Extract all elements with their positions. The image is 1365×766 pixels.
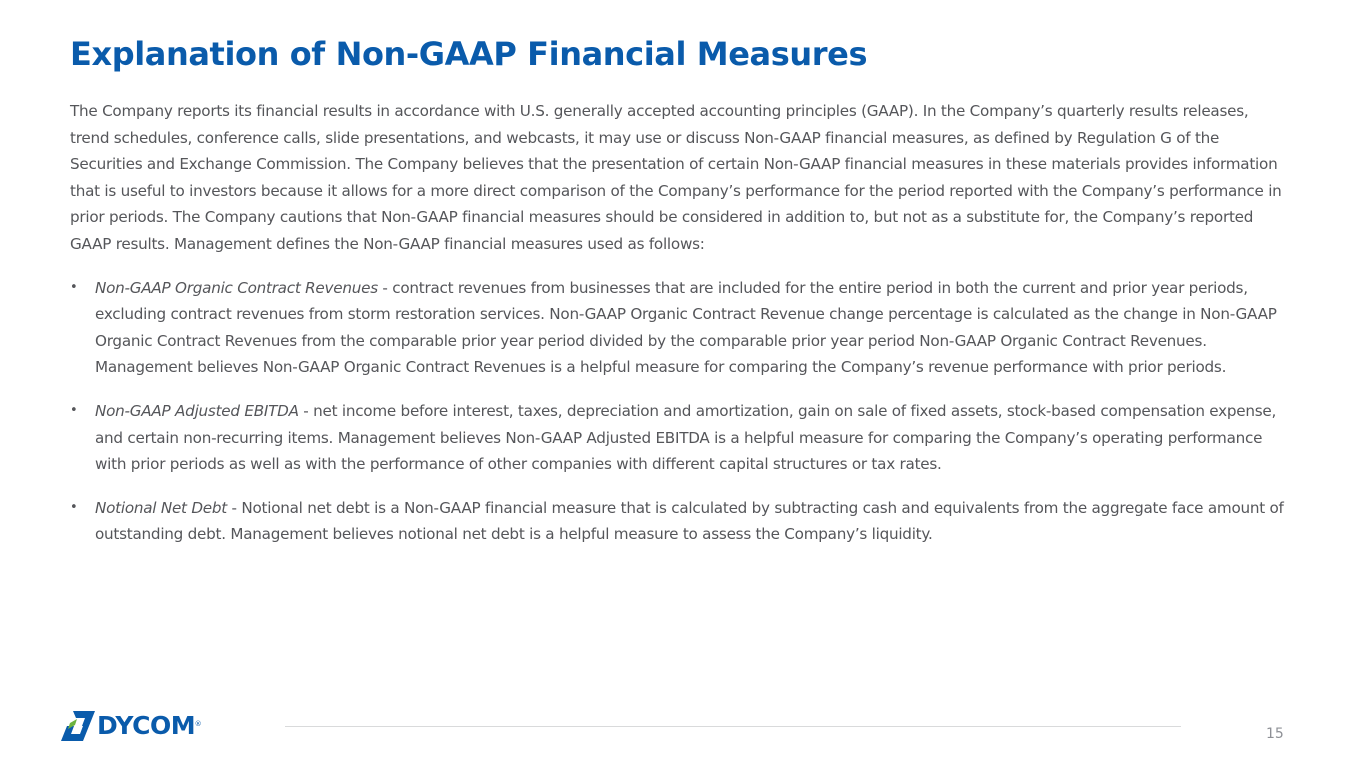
dycom-logo-mark-icon [61,710,95,742]
page-number: 15 [1266,726,1284,742]
bullet-marker: • [70,499,78,515]
intro-paragraph: The Company reports its financial results in accordance with U.S. generally accepted accounting principles (GAAP). In the Company’s quarterly results releases, trend schedules, conference calls, slide presentations, and webcasts, it may use or discuss Non-GAAP financial measures, as defined by Regulation G of the Securities and Exchange Commission. The Company believes that the presentation of certain Non-GAAP financial measures in these materials provides information that is useful to investors because it allows for a more direct comparison of the Company’s performance for the period reported with the Company’s performance in prior periods. The Company cautions that Non-GAAP financial measures should be considered in addition to, but not as a substitute for, the Company’s reported GAAP results. Management defines the Non-GAAP financial measures used as follows: [70,102,1282,253]
registered-mark: ® [194,720,202,728]
bullet-marker: • [70,402,78,418]
bullet-item-notional-net-debt [70,495,1292,548]
bullet-marker: • [70,279,78,295]
bullet-item-organic-revenues [70,275,1292,381]
content-body [70,98,1292,565]
bullet-term: Non-GAAP Organic Contract Revenues [95,278,378,297]
bullet-definition: - Notional net debt is a Non-GAAP financial measure that is calculated by subtracting cash and equivalents from the aggregate face amount of outstanding debt. Management believes notional net debt is a helpful measure to assess the Company’s liquidity. [95,498,1284,544]
logo-wordmark: DYCOM ® [97,711,202,740]
bullet-term: Non-GAAP Adjusted EBITDA [95,401,299,420]
bullet-term: Notional Net Debt [95,498,227,517]
bullet-definition: - contract revenues from businesses that are included for the entire period in both the current and prior year periods, excluding contract revenues from storm restoration services. Non-GAAP Organic Contract Revenue change percentage is calculated as the change in Non-GAAP Organic Contract Revenues from the comparable prior year period divided by the comparable prior year period Non-GAAP Organic Contract Revenues. Management believes Non-GAAP Organic Contract Revenues is a helpful measure for comparing the Company’s revenue performance with prior periods. [95,278,1277,377]
footer-divider [285,726,1181,727]
bullet-definition: - net income before interest, taxes, depreciation and amortization, gain on sale of fixed assets, stock-based compensation expense, and certain non-recurring items. Management believes Non-GAAP Adjusted EBITDA is a helpful measure for comparing the Company’s operating performance with prior periods as well as with the performance of other companies with different capital structures or tax rates. [95,401,1277,474]
bullet-item-adjusted-ebitda [70,398,1292,478]
slide-title: Explanation of Non-GAAP Financial Measures [70,35,868,73]
company-logo [61,710,202,742]
